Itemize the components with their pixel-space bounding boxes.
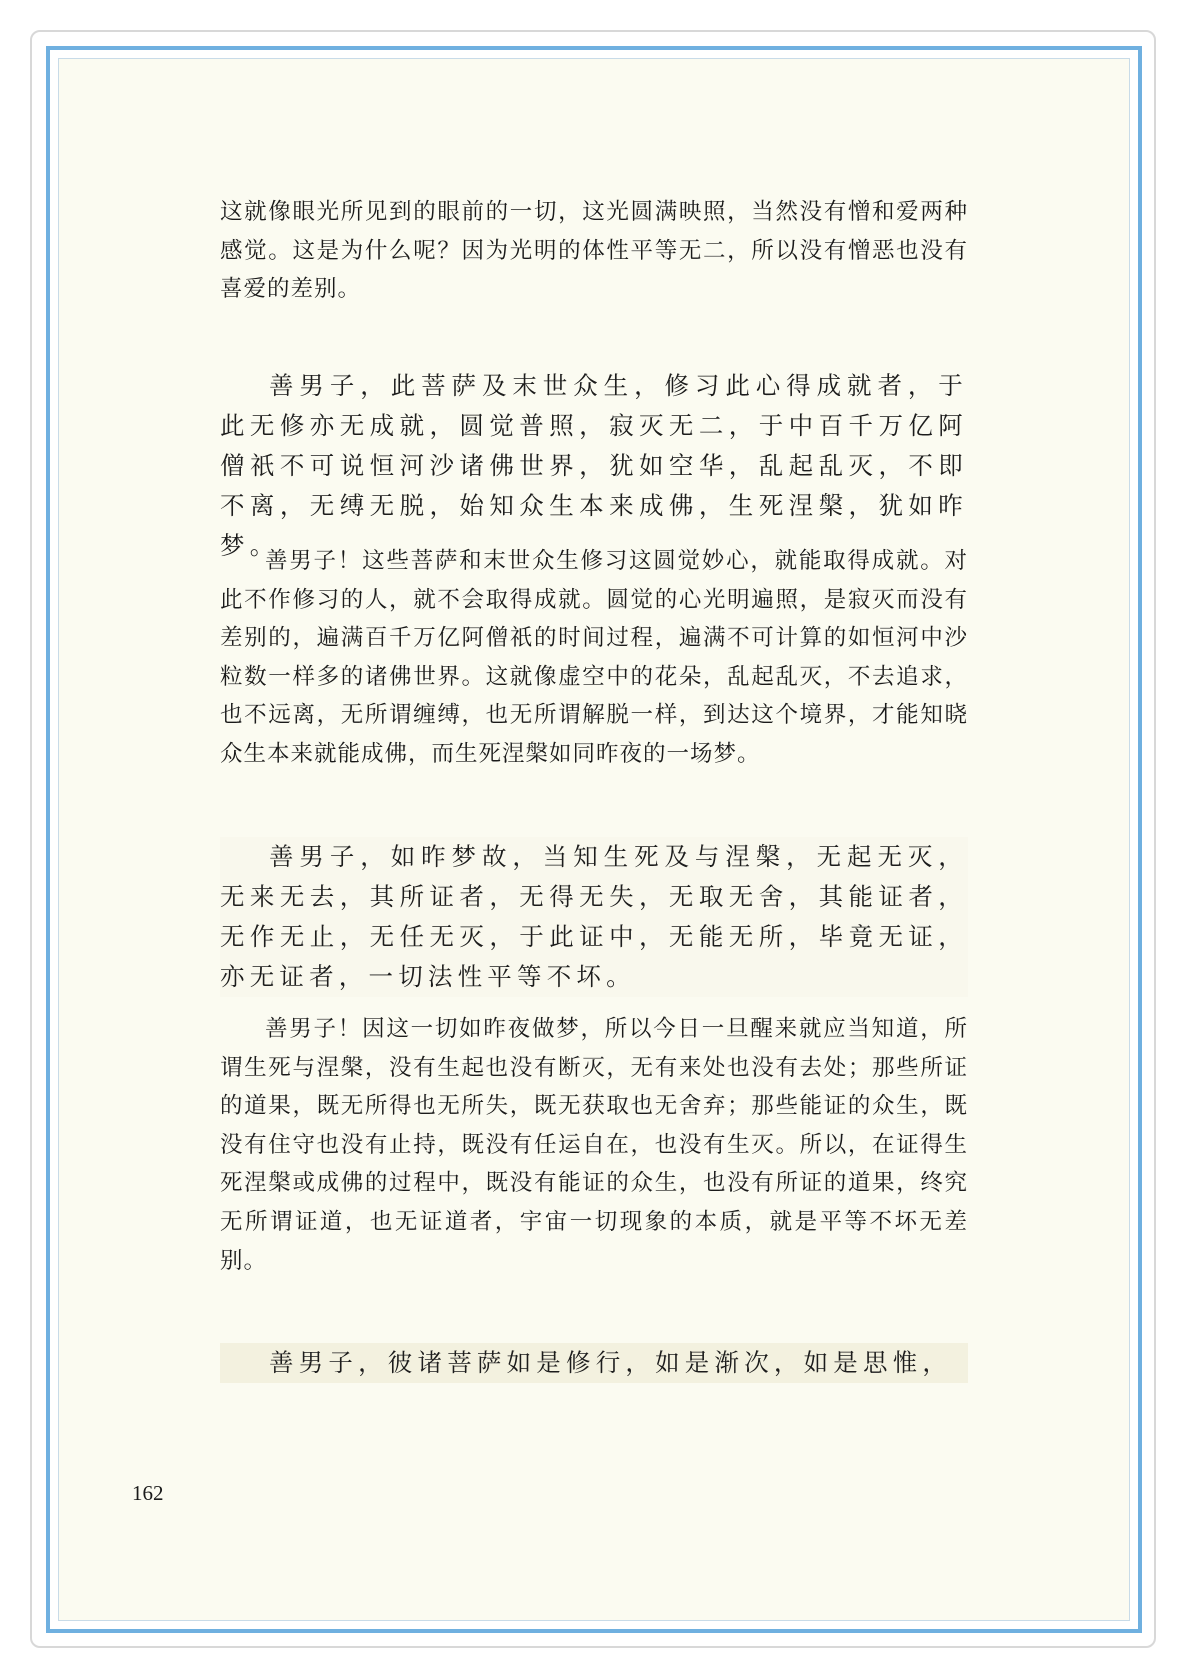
sutra-paragraph: 善男子，彼诸菩萨如是修行，如是渐次，如是思惟， <box>220 1343 968 1383</box>
page-number: 162 <box>132 1481 164 1505</box>
sutra-paragraph: 善男子，此菩萨及末世众生，修习此心得成就者，于此无修亦无成就，圆觉普照，寂灭无二，于中百千万亿阿僧祇不可说恒河沙诸佛世界，犹如空华，乱起乱灭，不即不离，无缚无脱，始知众生本来成佛，生死涅槃，犹如昨梦。 <box>220 371 968 560</box>
translation-paragraph: 善男子！因这一切如昨夜做梦，所以今日一旦醒来就应当知道，所谓生死与涅槃，没有生起也没有断灭，无有来处也没有去处；那些所证的道果，既无所得也无所失，既无获取也无舍弃；那些能证的众生，既没有住守也没有止持，既没有任运自在，也没有生灭。所以，在证得生死涅槃或成佛的过程中，既没有能证的众生，也没有所证的道果，终究无所谓证道，也无证道者，宇宙一切现象的本质，就是平等不坏无差别。 <box>220 1016 968 1274</box>
sutra-paragraph: 善男子，如昨梦故，当知生死及与涅槃，无起无灭，无来无去，其所证者，无得无失，无取无舍，其能证者，无作无止，无任无灭，于此证中，无能无所，毕竟无证，亦无证者，一切法性平等不坏。 <box>220 837 968 997</box>
translation-paragraph: 这就像眼光所见到的眼前的一切，这光圆满映照，当然没有憎和爱两种感觉。这是为什么呢？因为光明的体性平等无二，所以没有憎恶也没有喜爱的差别。 <box>220 199 968 303</box>
translation-paragraph: 善男子！这些菩萨和末世众生修习这圆觉妙心，就能取得成就。对此不作修习的人，就不会取得成就。圆觉的心光明遍照，是寂灭而没有差别的，遍满百千万亿阿僧祇的时间过程，遍满不可计算的如恒河中沙粒数一样多的诸佛世界。这就像虚空中的花朵，乱起乱灭，不去追求，也不远离，无所谓缠缚，也无所谓解脱一样，到达这个境界，才能知晓众生本来就能成佛，而生死涅槃如同昨夜的一场梦。 <box>220 548 968 767</box>
